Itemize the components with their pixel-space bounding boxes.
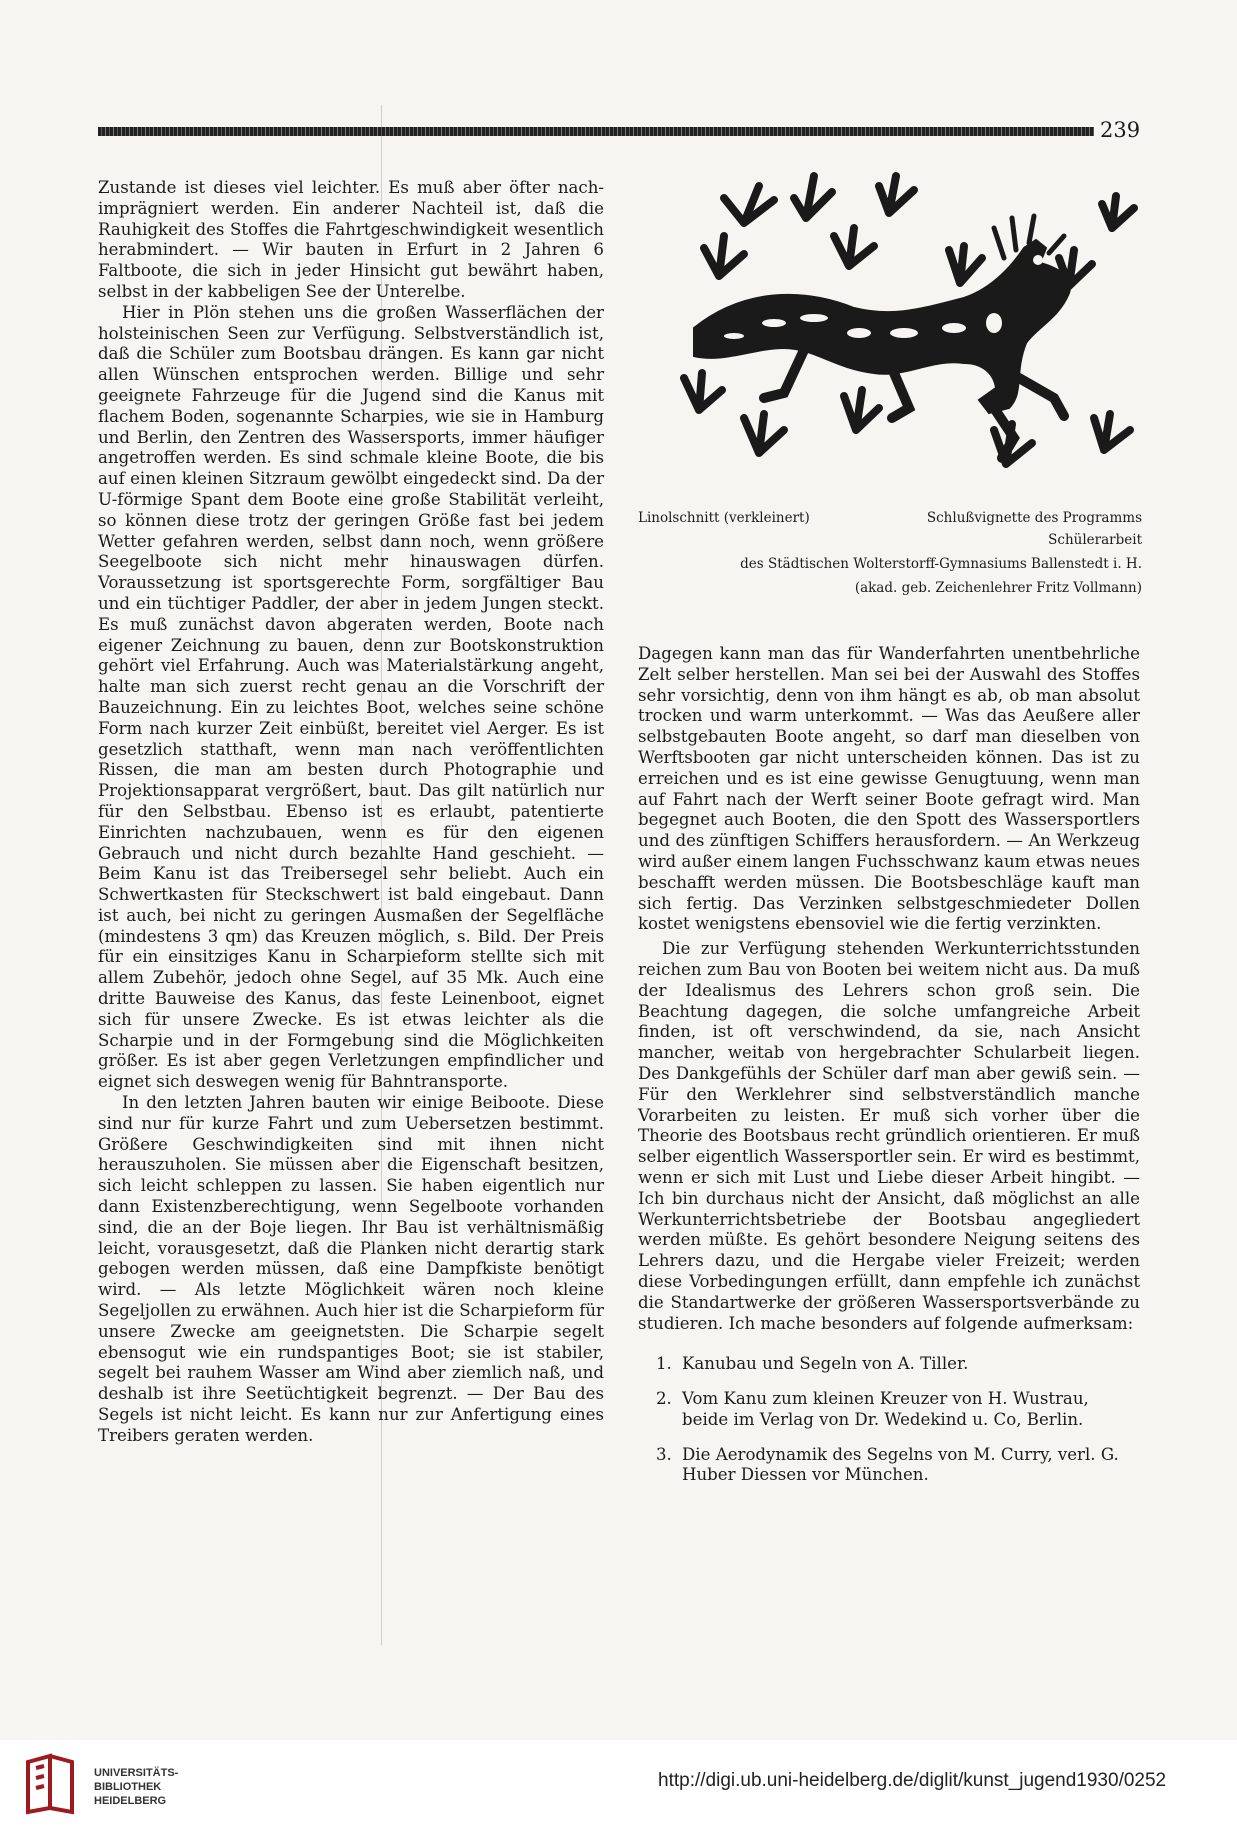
reference-text: Vom Kanu zum kleinen Kreuzer von H. Wustrau, beide im Verlag von Dr. Wedekind u. Co, Berlin. xyxy=(682,1389,1089,1429)
reference-number: 3. xyxy=(656,1444,672,1464)
right-column xyxy=(638,644,1140,1500)
paragraph: Hier in Plön stehen uns die großen Wasserflächen der holsteinischen Seen zur Verfügung. Selbstverständlich ist, daß die Schüler zum Bootsbau drängen. Es kann gar nicht allen Wünschen entsprochen werden. Billige und sehr geeignete Fahrzeuge für die Jugend sind die Kanus mit flachem Boden, sogenannte Scharpies, wie sie in Hamburg und Berlin, den Zentren des Wassersports, immer häufiger angetroffen werden. Es sind schmale kleine Boote, die bis auf einen kleinen Sitzraum gewölbt eingedeckt sind. Da der U-förmige Spant dem Boote eine große Stabilität verleiht, so können diese trotz der geringen Größe fast bei jedem Wetter gefahren werden, selbst dann noch, wenn größere Seegelboote sich nicht mehr hinauswagen dürfen. Voraussetzung ist sportsgerechte Form, sorgfältiger Bau und ein tüchtiger Paddler, der aber in jedem Jungen steckt. Es muß zunächst davon abgeraten werden, Boote nach eigener Zeichnung zu bauen, denn zur Bootskonstruktion gehört viel Erfahrung. Auch was Materialstärkung angeht, halte man sich zuerst recht genau an die Vorschrift der Bauzeichnung. Ein zu leichtes Boot, welches seine schöne Form nach kurzer Zeit einbüßt, bereitet viel Aerger. Es ist gesetzlich statthaft, wenn man nach veröffentlichten Rissen, die man am besten durch Photographie und Projektionsapparat vergrößert, baut. Das gilt natürlich nur für den Selbstbau. Ebenso ist es erlaubt, patentierte Einrichten nachzubauen, wenn es für den eigenen Gebrauch und nicht durch bezahlte Hand geschieht. — Beim Kanu ist das Treibersegel sehr beliebt. Auch ein Schwertkasten für Steckschwert ist bald eingebaut. Dann ist auch, bei nicht zu geringen Ausmaßen der Segelfläche (mindestens 3 qm) das Kreuzen möglich, s. Bild. Der Preis für ein einsitziges Kanu in Scharpieform stellte sich mit allem Zubehör, jedoch ohne Segel, auf 35 Mk. Auch eine dritte Bauweise des Kanus, das feste Leinenboot, eignet sich für unsere Zwecke. Es ist etwas leichter als die Scharpie und in der Formgebung sind die Möglichkeiten größer. Es ist aber gegen Verletzungen empfindlicher und eignet sich deswegen wenig für Bahntransporte. xyxy=(98,302,604,1092)
reference-item xyxy=(656,1389,1140,1431)
institution-line: BIBLIOTHEK xyxy=(94,1781,162,1793)
figure-caption-right: Schlußvignette des Programms xyxy=(926,510,1142,526)
permalink-url[interactable]: http://digi.ub.uni-heidelberg.de/diglit/kunst_jugend1930/0252 xyxy=(658,1770,1167,1791)
paragraph: Dagegen kann man das für Wanderfahrten unentbehrliche Zelt selber herstellen. Man sei bei der Auswahl des Stoffes sehr vorsichtig, denn von ihm hängt es ab, ob man absolut trocken und warm unterkommt. — Was das Aeußere aller selbstgebauten Boote angeht, so darf man dieselben von Werftsbooten gar nicht unterscheiden können. Das ist zu erreichen und es ist eine gewisse Genugtuung, wenn man auf Fahrt nach der Werft seiner Boote gefragt wird. Man begegnet auch Booten, die den Spott des Wassersportlers und des zünftigen Schiffers herausfordern. — An Werkzeug wird außer einem langen Fuchsschwanz kaum etwas neues beschafft werden müssen. Die Bootsbeschläge kauft man sich fertig. Das Verzinken selbstgeschmiedeter Dollen kostet wenigstens ebensoviel wie die fertig verzinkten. xyxy=(638,644,1140,934)
figure-caption-line: des Städtischen Wolterstorff-Gymnasiums Ballenstedt i. H. xyxy=(740,556,1142,572)
reference-number: 1. xyxy=(656,1354,672,1374)
paragraph: In den letzten Jahren bauten wir einige Beiboote. Diese sind nur für kurze Fahrt und zum Uebersetzen bestimmt. Größere Geschwindigkeiten sind mit ihnen nicht herauszuholen. Sie müssen aber die Eigenschaft besitzen, sich leicht schleppen zu lassen. Sie haben eigentlich nur dann Existenzberechtigung, wenn Segelboote vorhanden sind, die an der Boje liegen. Ihr Bau ist verhältnismäßig leicht, vorausgesetzt, daß die Planken nicht derartig stark gebogen werden müssen, daß eine Dampfkiste benötigt wird. — Als letzte Möglichkeit wären noch kleine Segeljollen zu erwähnen. Auch hier ist die Scharpieform für unsere Zwecke am geeignetsten. Die Scharpie segelt ebensogut wie ein rundspantiges Boot; sie ist stabiler, segelt bei rauhem Wasser am Wind aber ziemlich naß, und deshalb ist ihre Seetüchtigkeit begrenzt. — Der Bau des Segels ist nicht leicht. Es kann nur zur Anfertigung eines Treibers geraten werden. xyxy=(98,1093,604,1445)
university-library-logo-icon xyxy=(20,1752,82,1816)
reference-number: 2. xyxy=(656,1389,672,1409)
institution-line: UNIVERSITÄTS- xyxy=(94,1767,179,1779)
figure-caption-left: Linolschnitt (verkleinert) xyxy=(638,510,810,526)
library-footer xyxy=(0,1740,1237,1830)
dragon-vignette-image xyxy=(664,168,1150,498)
institution-line: HEIDELBERG xyxy=(94,1795,167,1807)
reference-list xyxy=(638,1354,1140,1486)
linocut-dragon-illustration xyxy=(664,168,1150,498)
paragraph: Die zur Verfügung stehenden Werkunterrichtsstunden reichen zum Bau von Booten bei weitem nicht aus. Da muß der Idealismus des Lehrers schon groß sein. Die Beachtung dagegen, die solche umfangreiche Arbeit finden, ist oft verschwindend, da sie, nach Ansicht mancher, weitab von hergebrachter Schularbeit liegen. Des Dankgefühls der Schüler darf man aber gewiß sein. — Für den Werklehrer sind selbstverständlich manche Vorarbeiten zu leisten. Er muß sich vorher über die Theorie des Bootsbaus recht gründlich orientieren. Er muß selber eigentlich Wassersportler sein. Er wird es bestimmt, wenn er sich mit Lust und Liebe dieser Arbeit hingibt. — Ich bin durchaus nicht der Ansicht, daß möglichst an alle Werkunterrichtsbetriebe der Bootsbau angegliedert werden müßte. Es gehört besondere Neigung seitens des Lehrers dazu, und die Hergabe vieler Freizeit; werden diese Vorbedingungen erfüllt, dann empfehle ich zunächst die Standartwerke der größeren Wassersportsverbände zu studieren. Ich mache besonders auf folgende aufmerksam: xyxy=(638,939,1140,1333)
reference-item xyxy=(656,1354,1140,1375)
paragraph: Zustande ist dieses viel leichter. Es muß aber öfter nach-imprägniert werden. Ein anderer Nachteil ist, daß die Rauhigkeit des Stoffes die Fahrtgeschwindigkeit wesentlich herabmindert. — Wir bauten in Erfurt in 2 Jahren 6 Faltboote, die sich in jeder Hinsicht gut bewährt haben, selbst in der kabbeligen See der Unterelbe. xyxy=(98,178,604,301)
page-number: 239 xyxy=(1094,118,1140,142)
reference-item xyxy=(656,1445,1140,1487)
figure-caption-line: (akad. geb. Zeichenlehrer Fritz Vollmann) xyxy=(854,580,1142,596)
reference-text: Die Aerodynamik des Segelns von M. Curry, verl. G. Huber Diessen vor München. xyxy=(682,1444,1119,1485)
institution-name xyxy=(94,1766,178,1808)
left-column xyxy=(98,178,604,1447)
reference-text: Kanubau und Segeln von A. Tiller. xyxy=(682,1354,969,1374)
figure-caption-line: Schülerarbeit xyxy=(1048,532,1142,548)
header-rule xyxy=(98,127,1130,136)
